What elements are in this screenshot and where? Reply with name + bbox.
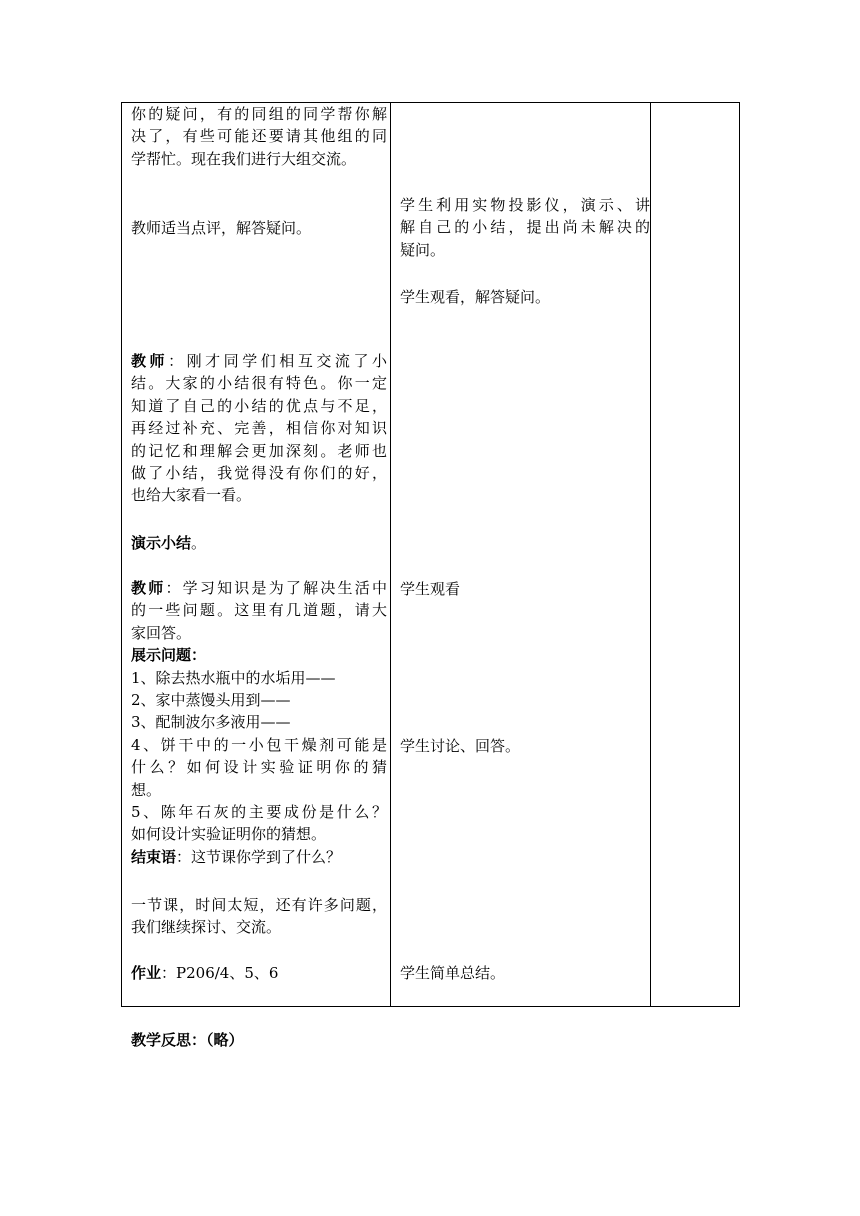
text-line: 知道了自己的小结的优点与不足，	[131, 396, 387, 415]
text-line: 一节课，时间太短，还有许多问题，	[131, 896, 387, 914]
demo-paragraph: 演示小结。	[131, 534, 207, 552]
notes-cell	[651, 103, 740, 1007]
text-line: 解自己的小结，提出尚未解决的	[400, 218, 650, 237]
question-item: 4、饼干中的一小包干燥剂可能是	[131, 735, 387, 754]
text-line: 家回答。	[131, 623, 192, 642]
question-item: 什么？如何设计实验证明你的猜	[131, 758, 387, 777]
teacher-activity-cell	[122, 103, 391, 1007]
question-item: 1、除去热水瓶中的水垢用——	[131, 668, 336, 687]
text-line: 再经过补充、完善，相信你对知识	[131, 419, 387, 438]
student-activity-cell	[391, 103, 651, 1007]
teacher-label: 教师	[131, 579, 166, 597]
question-item: 想。	[131, 780, 162, 799]
student-summary: 学生简单总结。	[400, 964, 506, 982]
teaching-reflection: 教学反思：（略）	[131, 1031, 244, 1049]
student-discuss: 学生讨论、回答。	[400, 737, 521, 755]
text-line: 学生利用实物投影仪，演示、讲	[400, 196, 650, 214]
questions-paragraph: 教师：学习知识是为了解决生活中 的一些问题。这里有几道题，请大 家回答。 展示问题： 1、除去热水瓶中的水垢用—— 2、家中蒸馒头用到—— 3、配制波尔多液用—— 4、饼干中的一小包干燥剂可能是 什么？如何设计实验证明你的猜 想。 5、陈年石灰的主要成份是什么？ 如何设计实验证明你的猜想。 结束语：这节课你学到了什么？	[131, 579, 387, 866]
student-present-paragraph	[400, 194, 650, 261]
student-watch: 学生观看	[400, 580, 461, 598]
question-item: 2、家中蒸馒头用到——	[131, 691, 291, 710]
table-row	[122, 103, 740, 1007]
extension-paragraph	[131, 894, 387, 939]
homework-paragraph: 作业：P206/4、5、6	[131, 964, 279, 982]
text-line: 学帮忙。现在我们进行大组交流。	[131, 149, 357, 168]
text-line: 结。大家的小结很有特色。你一定	[131, 374, 387, 393]
comment-paragraph	[131, 217, 387, 239]
closing-label: 结束语	[131, 847, 177, 866]
teacher-label: 教师	[131, 352, 169, 370]
student-watch-answer: 学生观看，解答疑问。	[400, 288, 551, 306]
text-line: 教师适当点评，解答疑问。	[131, 219, 312, 237]
text-line: 也给大家看一看。	[131, 486, 252, 505]
show-questions-label: 展示问题：	[131, 646, 207, 665]
text-line: 决了，有些可能还要请其他组的同	[131, 127, 387, 146]
homework-label: 作业	[131, 964, 162, 982]
intro-paragraph	[131, 103, 387, 170]
text-line: 做了小结，我觉得没有你们的好，	[131, 464, 387, 483]
question-item: 5、陈年石灰的主要成份是什么？	[131, 803, 387, 822]
demo-label: 演示小结	[131, 534, 192, 552]
question-item: 如何设计实验证明你的猜想。	[131, 825, 327, 844]
question-item: 3、配制波尔多液用——	[131, 713, 291, 732]
text-line: 你的疑问，有的同组的同学帮你解	[131, 105, 387, 123]
summary-paragraph: 教师：刚才同学们相互交流了小 结。大家的小结很有特色。你一定 知道了自己的小结的优点与不足， 再经过补充、完善，相信你对知识 的记忆和理解会更加深刻。老师也 做了小结，我觉得没有你们的好， 也给大家看一看。	[131, 350, 387, 507]
lesson-plan-table	[121, 102, 740, 1007]
text-line: 的记忆和理解会更加深刻。老师也	[131, 441, 387, 460]
text-line: 我们继续探讨、交流。	[131, 918, 282, 937]
text-line: 疑问。	[400, 240, 446, 259]
text-line: 的一些问题。这里有几道题，请大	[131, 601, 387, 620]
